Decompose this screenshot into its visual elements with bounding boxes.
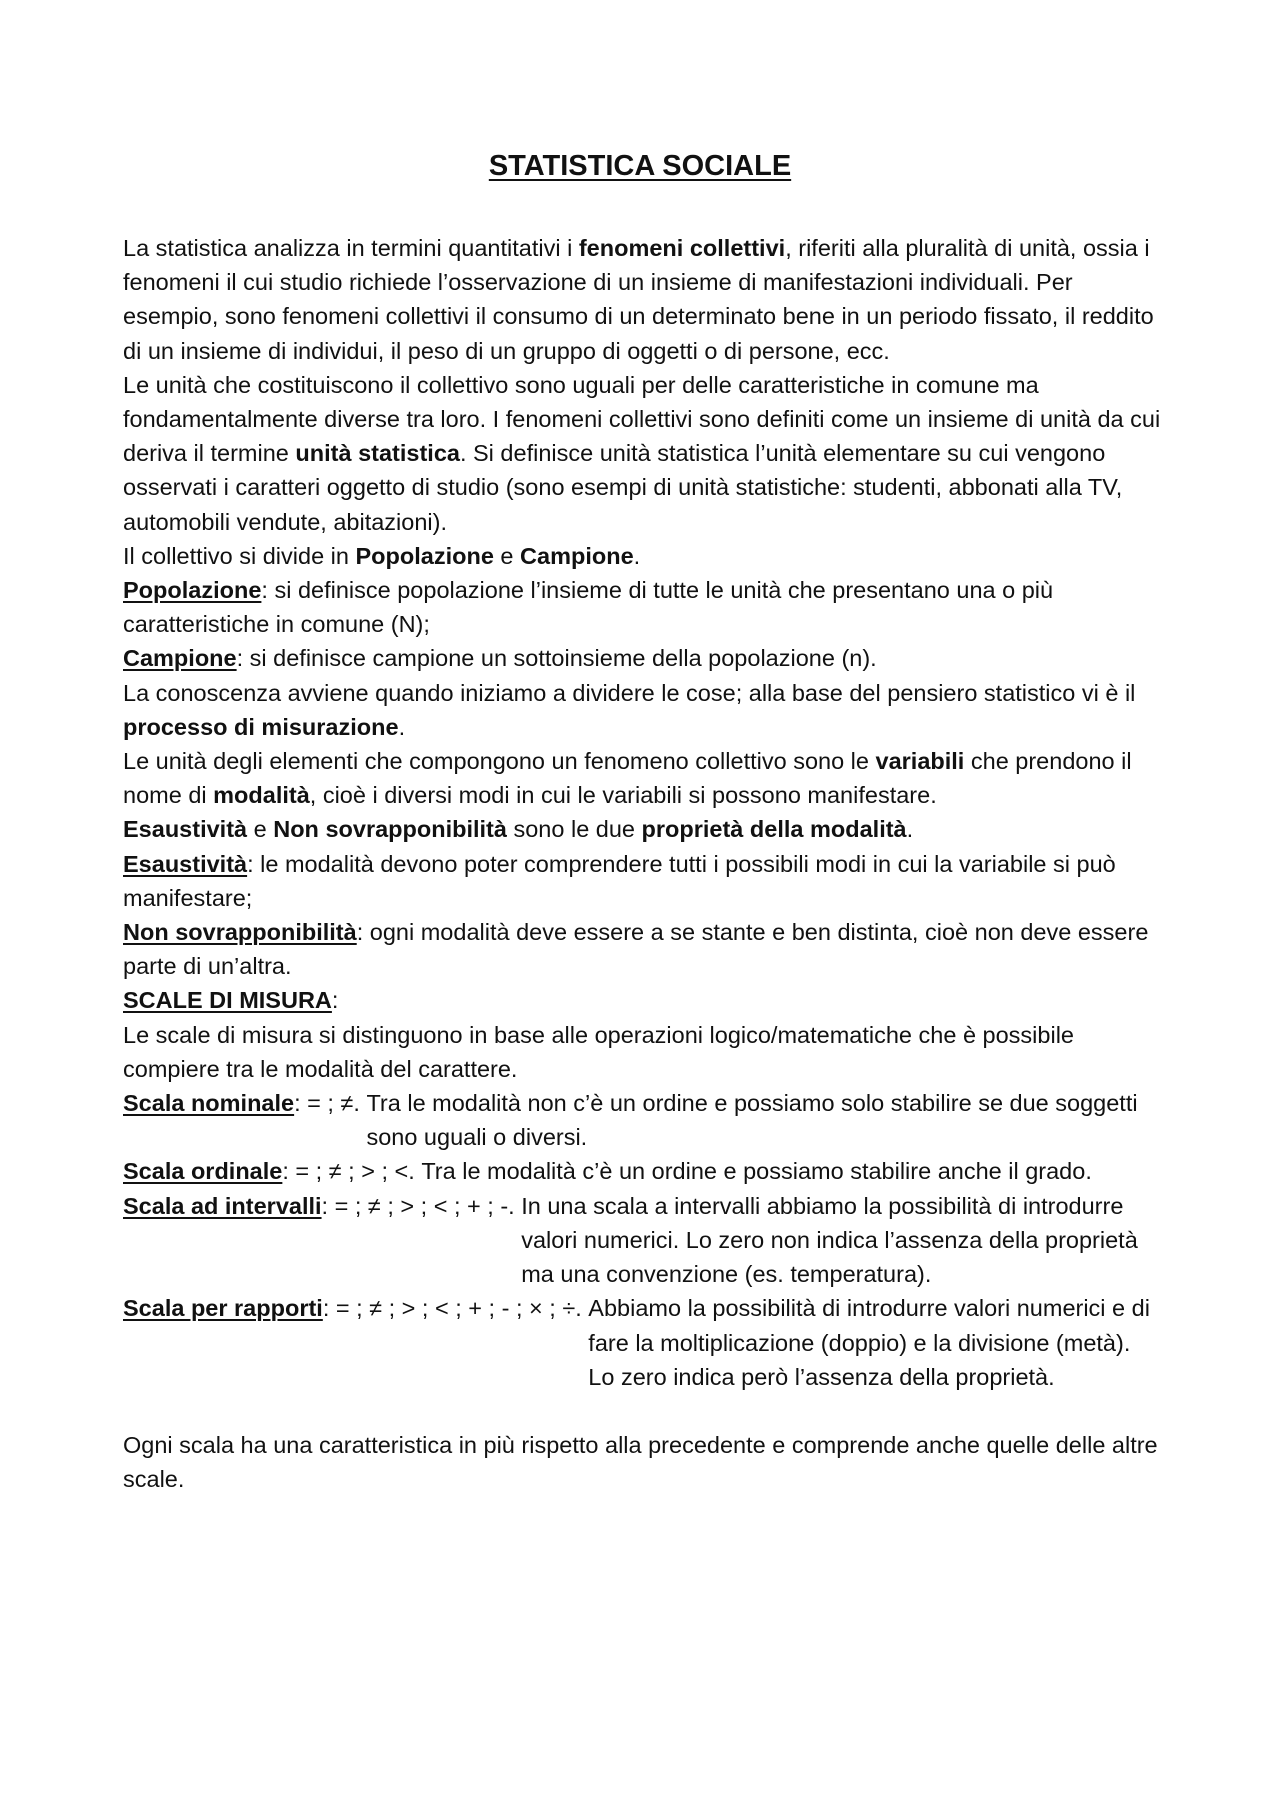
term-non-sovrapponibilita: Non sovrapponibilità bbox=[123, 919, 357, 946]
text: Le unità degli elementi che compongono un fenomeno collettivo sono le bbox=[123, 748, 876, 775]
text: e bbox=[247, 816, 274, 843]
definition-campione bbox=[123, 641, 1163, 675]
text: e bbox=[493, 542, 521, 569]
scale-head bbox=[123, 1154, 421, 1188]
bold-term: variabili bbox=[875, 748, 965, 775]
paragraph-collettivo bbox=[123, 539, 1163, 573]
term-scale-di-misura: SCALE DI MISURA bbox=[123, 987, 332, 1014]
bold-term: unità statistica bbox=[295, 440, 460, 467]
scale-description: Tra le modalità non c’è un ordine e possiamo solo stabilire se due soggetti sono uguali o diversi. bbox=[366, 1090, 1138, 1151]
text: . Si definisce unità statistica l’unità elementare su cui vengono osservati i caratteri oggetto di studio (sono esempi di unità statistiche: studenti, abbonati alla TV, automobili vendute, abitazioni). bbox=[123, 440, 1123, 535]
text: . bbox=[633, 542, 641, 569]
paragraph-conoscenza bbox=[123, 676, 1163, 744]
scale-operators: : = ; ≠ ; > ; < ; + ; -. bbox=[321, 1192, 522, 1219]
definition-non-sovrapponibilita bbox=[123, 915, 1163, 983]
text: La conoscenza avviene quando iniziamo a dividere le cose; alla base del pensiero statistico vi è il bbox=[123, 679, 1136, 706]
bold-term: Non sovrapponibilità bbox=[273, 816, 507, 843]
bold-term: Esaustività bbox=[123, 816, 248, 843]
text: La statistica analizza in termini quantitativi i bbox=[123, 235, 579, 261]
scale-rapporti bbox=[123, 1291, 1163, 1394]
bold-term: Popolazione bbox=[355, 542, 494, 569]
spacer bbox=[123, 1394, 1163, 1428]
bold-term: processo di misurazione bbox=[123, 713, 399, 740]
term-popolazione: Popolazione bbox=[123, 577, 262, 604]
definition-popolazione bbox=[123, 573, 1163, 641]
scale-description: Abbiamo la possibilità di introdurre valori numerici e di fare la moltiplicazione (doppio) e la divisione (metà). Lo zero indica però l’assenza della proprietà. bbox=[588, 1295, 1150, 1390]
term-scala-intervalli: Scala ad intervalli bbox=[123, 1192, 322, 1219]
scale-intervalli bbox=[123, 1189, 1163, 1292]
bold-term: proprietà della modalità bbox=[641, 816, 907, 843]
definition-esaustivita bbox=[123, 847, 1163, 915]
paragraph-scale-intro: Le scale di misura si distinguono in base alle operazioni logico/matematiche che è possibile compiere tra le modalità del carattere. bbox=[123, 1021, 1074, 1082]
scale-head bbox=[123, 1086, 366, 1154]
scale-ordinale bbox=[123, 1154, 1163, 1188]
term-scala-nominale: Scala nominale bbox=[123, 1090, 295, 1117]
text: Il collettivo si divide in bbox=[123, 542, 356, 569]
text: sono le due bbox=[506, 816, 642, 843]
term-scala-ordinale: Scala ordinale bbox=[123, 1158, 283, 1185]
scale-head bbox=[123, 1291, 588, 1394]
text: . bbox=[398, 713, 406, 740]
scale-description: Tra le modalità c’è un ordine e possiamo stabilire anche il grado. bbox=[421, 1158, 1092, 1185]
paragraph-proprieta bbox=[123, 812, 1163, 846]
definition-text: : le modalità devono poter comprendere tutti i possibili modi in cui la variabile si può manifestare; bbox=[123, 850, 1116, 911]
term-esaustivita: Esaustività bbox=[123, 850, 248, 877]
scale-nominale bbox=[123, 1086, 1163, 1154]
text: , cioè i diversi modi in cui le variabili si possono manifestare. bbox=[309, 782, 937, 809]
text: Le unità che costituiscono il collettivo sono uguali per delle caratteristiche in comune ma fondamentalmente diverse tra loro. I fenomeni collettivi sono definiti come un insieme di unità da cui deriva il termine bbox=[123, 371, 1161, 467]
scale-operators: : = ; ≠ ; > ; <. bbox=[282, 1158, 422, 1185]
term-scala-rapporti: Scala per rapporti bbox=[123, 1295, 323, 1322]
scale-head bbox=[123, 1189, 521, 1292]
bold-term: modalità bbox=[213, 782, 310, 809]
paragraph-conclusion: Ogni scala ha una caratteristica in più rispetto alla precedente e comprende anche quelle delle altre scale. bbox=[123, 1431, 1158, 1493]
definition-text: : si definisce campione un sottoinsieme della popolazione (n). bbox=[236, 645, 877, 672]
definition-text: : si definisce popolazione l’insieme di tutte le unità che presentano una o più caratteristiche in comune (N); bbox=[123, 577, 1054, 638]
scale-operators: : = ; ≠ ; > ; < ; + ; - ; × ; ÷. bbox=[322, 1295, 589, 1322]
definition-text: : ogni modalità deve essere a se stante e ben distinta, cioè non deve essere parte di un’altra. bbox=[123, 919, 1149, 980]
bold-term: Campione bbox=[520, 542, 634, 569]
paragraph-variabili bbox=[123, 744, 1163, 812]
paragraph-unita bbox=[123, 368, 1163, 539]
scale-operators: : = ; ≠. bbox=[294, 1090, 367, 1117]
document-body bbox=[123, 231, 1163, 1496]
paragraph-intro bbox=[123, 231, 1163, 368]
term-campione: Campione bbox=[123, 645, 237, 672]
page-title: STATISTICA SOCIALE bbox=[488, 150, 792, 182]
heading-scale-di-misura bbox=[123, 983, 1163, 1017]
heading-colon: : bbox=[331, 987, 339, 1014]
text: che prendono il nome di bbox=[123, 748, 1132, 809]
scale-description: In una scala a intervalli abbiamo la possibilità di introdurre valori numerici. Lo zero non indica l’assenza della proprietà ma una convenzione (es. temperatura). bbox=[521, 1192, 1138, 1288]
text: . bbox=[906, 816, 914, 843]
bold-term: fenomeni collettivi bbox=[578, 235, 786, 261]
text: , riferiti alla pluralità di unità, ossia i fenomeni il cui studio richiede l’osservazione di un insieme di manifestazioni individuali. Per esempio, sono fenomeni collettivi il consumo di un determinato bene in un periodo fissato, il reddito di un insieme di individui, il peso di un gruppo di oggetti o di persone, ecc. bbox=[123, 235, 1154, 364]
